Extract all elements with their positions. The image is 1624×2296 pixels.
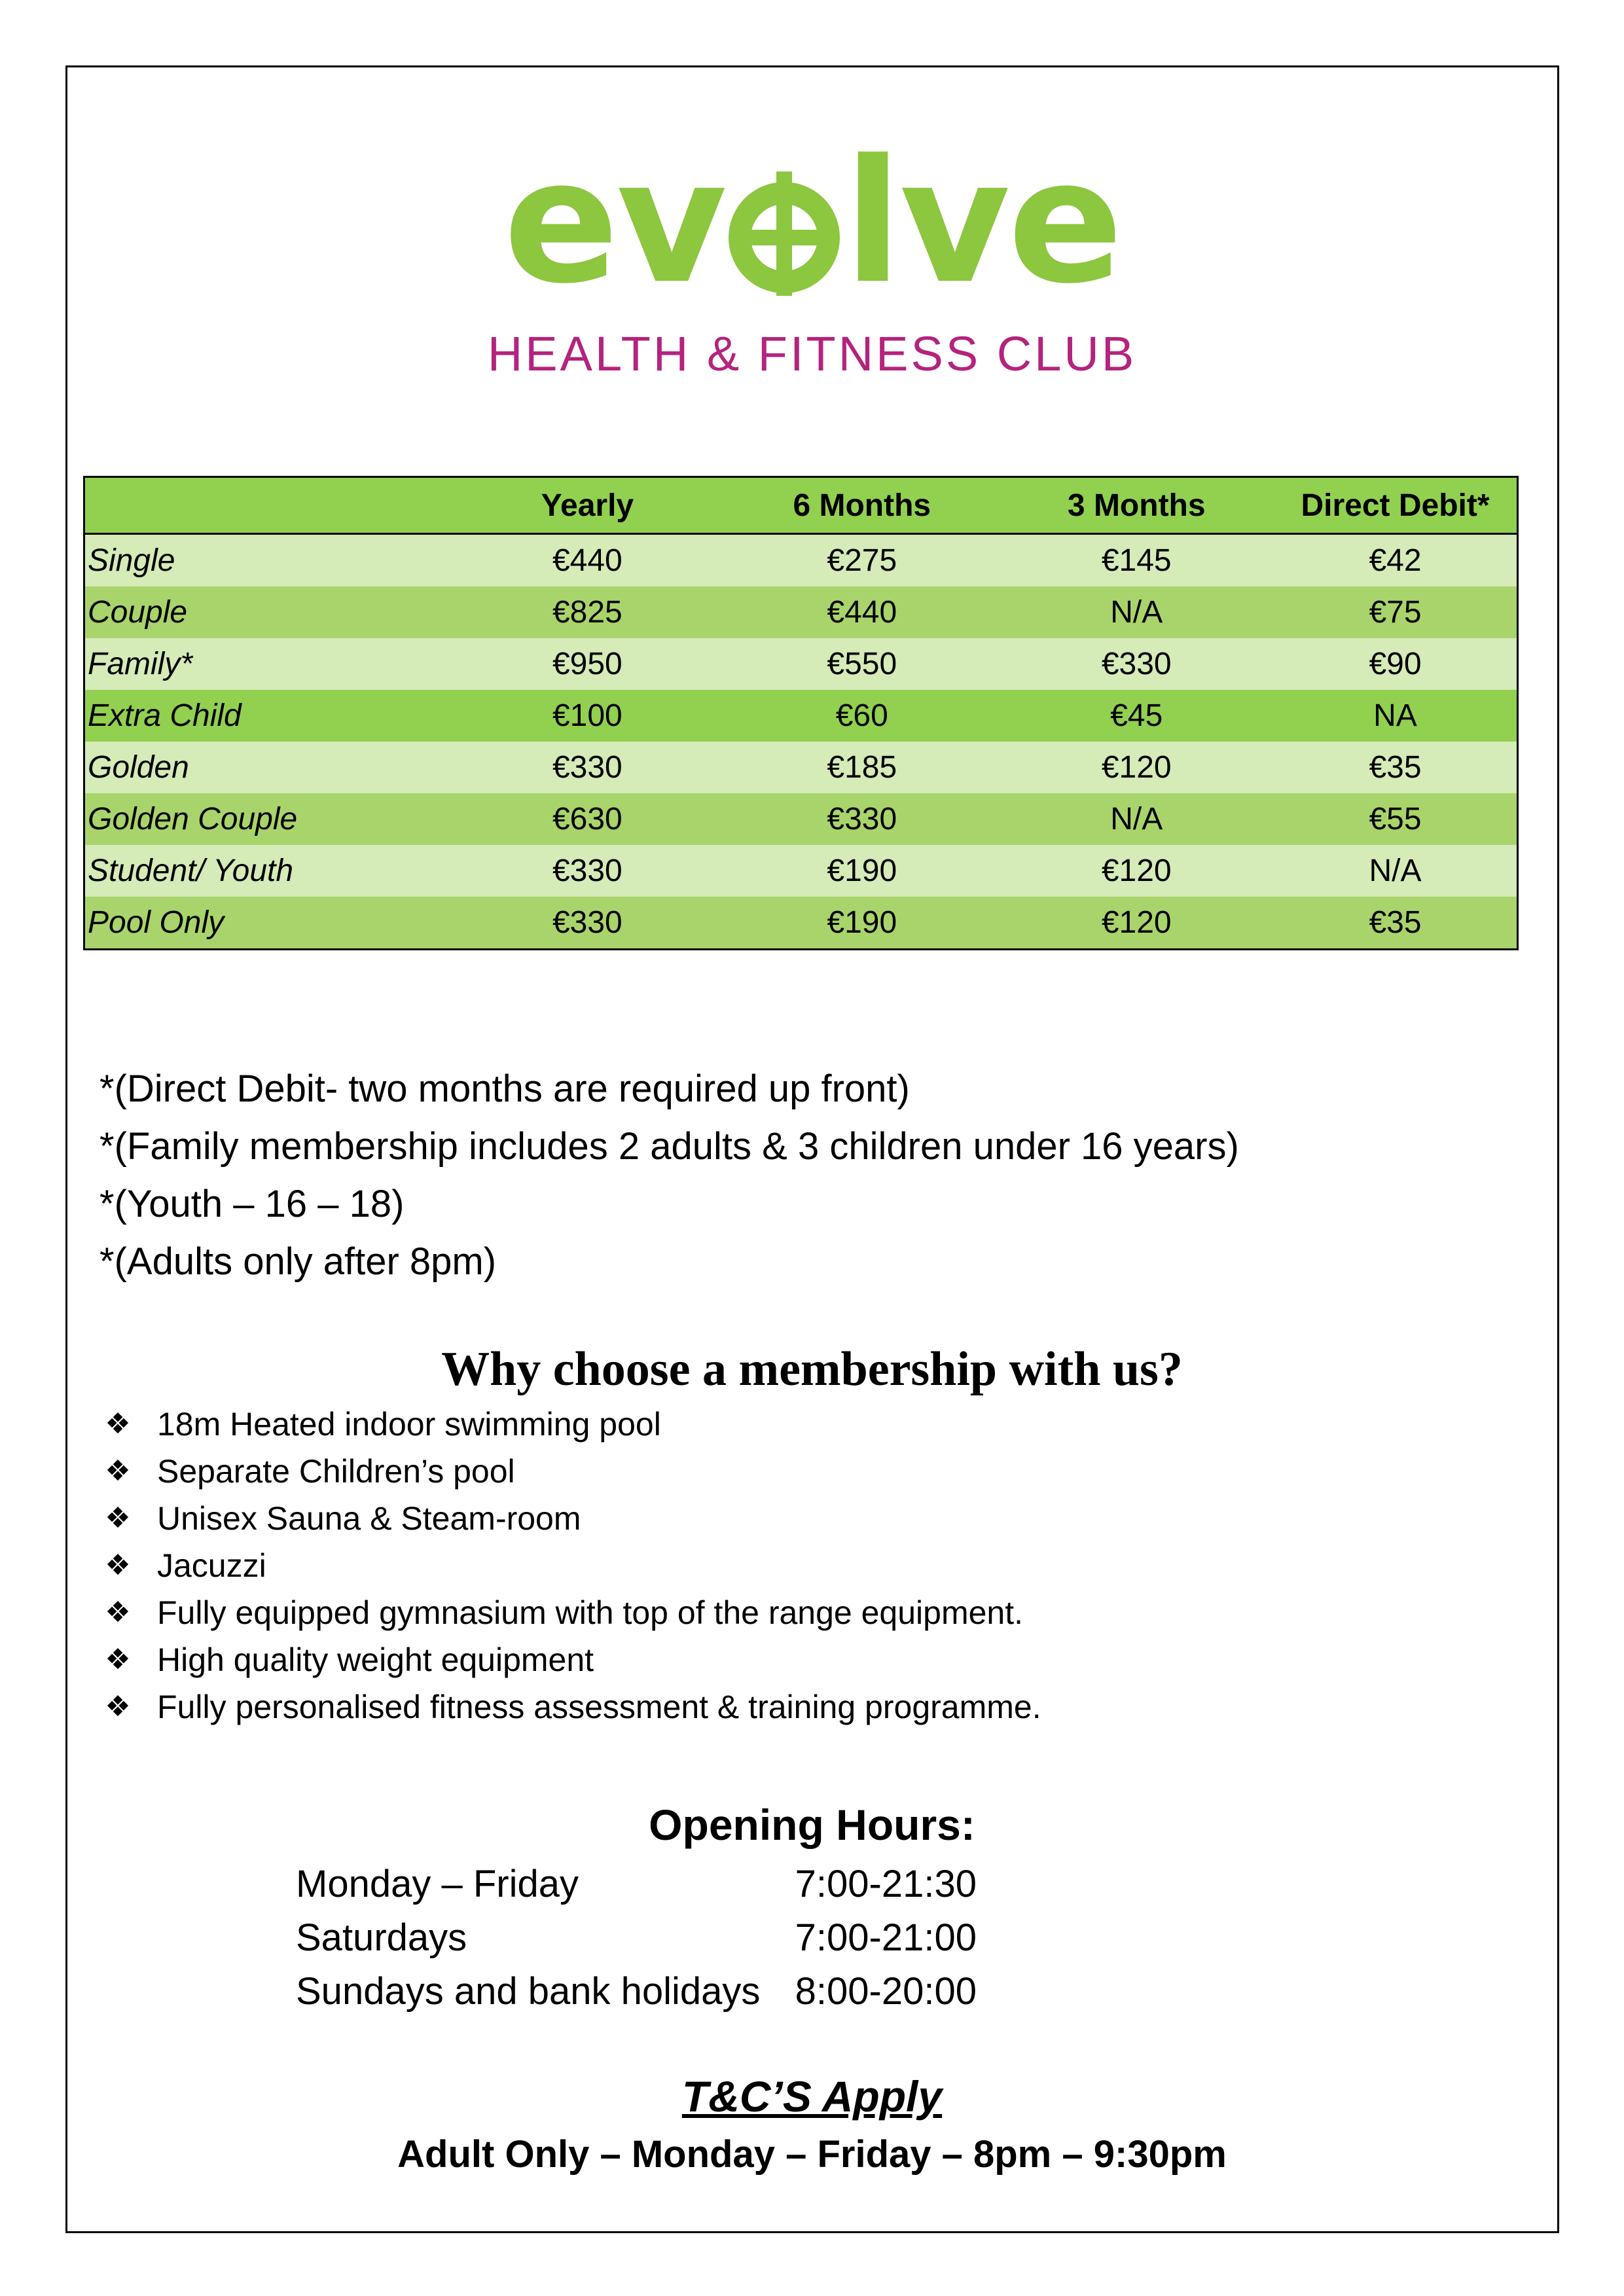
row-label: Family* — [84, 638, 450, 690]
price-cell: €60 — [725, 690, 999, 742]
feature-text: High quality weight equipment — [157, 1641, 594, 1678]
row-label: Single — [84, 534, 450, 587]
feature-text: Jacuzzi — [157, 1547, 266, 1584]
price-cell: NA — [1274, 690, 1518, 742]
hours-time: 7:00-21:30 — [795, 1863, 977, 1905]
logo-wordmark — [503, 124, 1121, 321]
logo-word-end: lve — [843, 124, 1121, 321]
row-label: Extra Child — [84, 690, 450, 742]
list-item — [98, 1495, 1041, 1542]
price-cell: €35 — [1274, 742, 1518, 793]
price-cell: N/A — [1274, 845, 1518, 897]
table-row — [84, 586, 1518, 638]
table-row — [84, 638, 1518, 690]
price-cell: €42 — [1274, 534, 1518, 587]
diamond-bullet-icon: ❖ — [105, 1501, 131, 1535]
note-line: *(Direct Debit- two months are required up front) — [99, 1067, 910, 1110]
feature-text: Fully personalised fitness assessment & training programme. — [157, 1689, 1041, 1725]
diamond-bullet-icon: ❖ — [105, 1454, 131, 1488]
diamond-bullet-icon: ❖ — [105, 1549, 131, 1582]
row-label: Golden — [84, 742, 450, 793]
terms-conditions: T&C’S Apply — [681, 2072, 943, 2121]
hours-day: Sundays and bank holidays — [296, 1970, 761, 2013]
price-cell: €330 — [725, 793, 999, 845]
price-cell: €950 — [450, 638, 725, 690]
note-line: *(Youth – 16 – 18) — [99, 1183, 405, 1225]
feature-text: Separate Children’s pool — [157, 1453, 515, 1490]
note-line: *(Adults only after 8pm) — [99, 1240, 497, 1283]
price-cell: €190 — [725, 897, 999, 950]
price-cell: €90 — [1274, 638, 1518, 690]
price-cell: €75 — [1274, 586, 1518, 638]
price-cell: €185 — [725, 742, 999, 793]
table-row — [84, 534, 1518, 587]
price-cell: €825 — [450, 586, 725, 638]
adult-only-notice: Adult Only – Monday – Friday – 8pm – 9:30pm — [397, 2133, 1227, 2176]
hours-day: Saturdays — [296, 1916, 467, 1959]
price-cell: €145 — [1000, 534, 1274, 587]
table-row — [84, 845, 1518, 897]
why-heading: Why choose a membership with us? — [441, 1342, 1183, 1396]
hours-row — [296, 1857, 977, 1911]
diamond-bullet-icon: ❖ — [105, 1596, 131, 1629]
hours-time: 7:00-21:00 — [795, 1916, 977, 1959]
membership-notes — [99, 1060, 1239, 1291]
row-label: Pool Only — [84, 897, 450, 950]
price-cell: €120 — [1000, 845, 1274, 897]
row-label: Couple — [84, 586, 450, 638]
list-item — [98, 1542, 1041, 1589]
table-header-cell: Yearly — [450, 477, 725, 534]
row-label: Golden Couple — [84, 793, 450, 845]
price-cell: €550 — [725, 638, 999, 690]
price-cell: €120 — [1000, 897, 1274, 950]
price-cell: €35 — [1274, 897, 1518, 950]
opening-hours-heading: Opening Hours: — [649, 1801, 975, 1849]
table-row — [84, 742, 1518, 793]
note-line: *(Family membership includes 2 adults & 3 children under 16 years) — [99, 1125, 1239, 1168]
diamond-bullet-icon: ❖ — [105, 1407, 131, 1441]
diamond-bullet-icon: ❖ — [105, 1643, 131, 1676]
table-header-cell: 6 Months — [725, 477, 999, 534]
price-cell: €120 — [1000, 742, 1274, 793]
price-cell: N/A — [1000, 586, 1274, 638]
list-item — [98, 1683, 1041, 1731]
price-cell: €330 — [450, 897, 725, 950]
price-cell: €45 — [1000, 690, 1274, 742]
feature-text: 18m Heated indoor swimming pool — [157, 1406, 661, 1443]
table-header-cell: Direct Debit* — [1274, 477, 1518, 534]
logo-word-start: ev — [503, 124, 725, 321]
membership-price-table — [83, 476, 1519, 950]
list-item — [98, 1589, 1041, 1636]
feature-text: Unisex Sauna & Steam-room — [157, 1500, 581, 1537]
price-cell: €55 — [1274, 793, 1518, 845]
feature-list — [98, 1401, 1041, 1731]
hours-row — [296, 1965, 977, 2018]
row-label: Student/ Youth — [84, 845, 450, 897]
price-cell: €630 — [450, 793, 725, 845]
price-cell: N/A — [1000, 793, 1274, 845]
price-cell: €330 — [1000, 638, 1274, 690]
hours-time: 8:00-20:00 — [795, 1970, 977, 2013]
feature-text: Fully equipped gymnasium with top of the range equipment. — [157, 1594, 1023, 1631]
table-header-row — [84, 477, 1518, 534]
list-item — [98, 1448, 1041, 1495]
logo-tagline: HEALTH & FITNESS CLUB — [487, 327, 1137, 381]
table-header-cell: 3 Months — [1000, 477, 1274, 534]
hours-day: Monday – Friday — [296, 1863, 579, 1905]
list-item — [98, 1401, 1041, 1448]
logo-cross-icon — [729, 182, 840, 293]
price-cell: €440 — [450, 534, 725, 587]
table-row — [84, 690, 1518, 742]
price-cell: €330 — [450, 742, 725, 793]
price-cell: €330 — [450, 845, 725, 897]
table-row — [84, 793, 1518, 845]
table-header-cell — [84, 477, 450, 534]
price-cell: €190 — [725, 845, 999, 897]
diamond-bullet-icon: ❖ — [105, 1690, 131, 1723]
price-cell: €275 — [725, 534, 999, 587]
table-row — [84, 897, 1518, 950]
opening-hours-list — [296, 1857, 977, 2018]
logo — [0, 124, 1624, 382]
price-cell: €440 — [725, 586, 999, 638]
price-cell: €100 — [450, 690, 725, 742]
hours-row — [296, 1911, 977, 1965]
list-item — [98, 1636, 1041, 1683]
